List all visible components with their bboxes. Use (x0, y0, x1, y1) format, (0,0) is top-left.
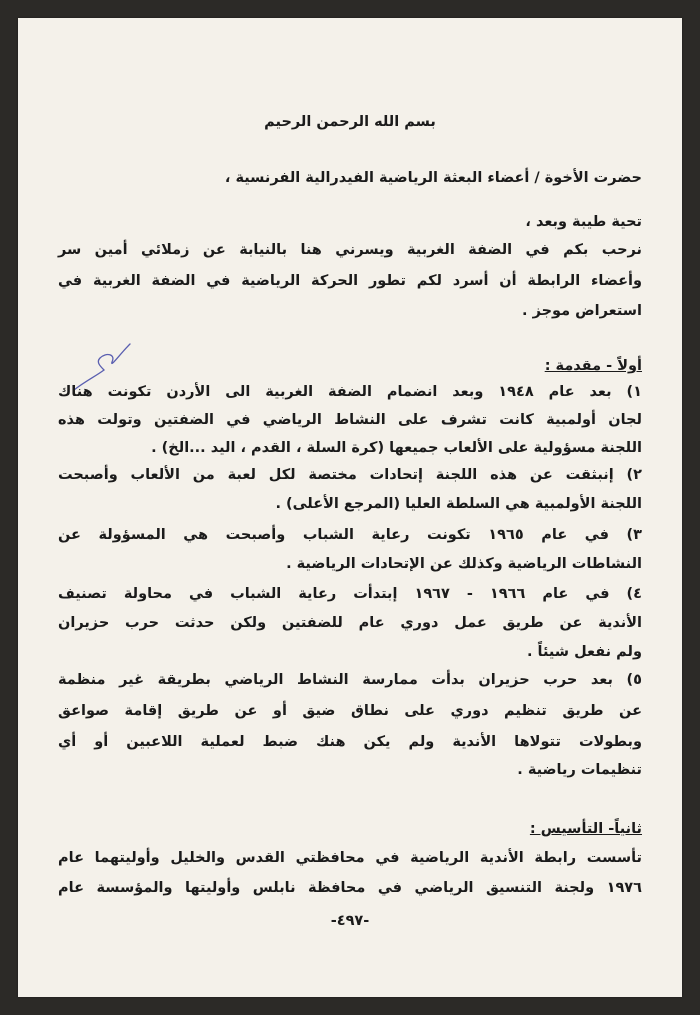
item-line: ولم نفعل شيئاً . (526, 644, 642, 660)
page-number: -٤٩٧- (330, 913, 370, 929)
item-line: النشاطات الرياضية وكذلك عن الإتحادات الرياضية . (286, 556, 642, 572)
intro-line: استعراض موجز . (522, 303, 642, 319)
item-line: ٢) إنبثقت عن هذه اللجنة إتحادات مختصة لكل لعبة من الألعاب وأصبحت (58, 467, 642, 483)
item-line: الأندية عن طريق عمل دوري عام للضفتين ولكن حدثت حرب حزيران (58, 615, 642, 631)
intro-line: نرحب بكم في الضفة الغربية ويسرني هنا بالنيابة عن زملائي أمين سر (58, 242, 642, 258)
document-page (18, 18, 682, 997)
section2-heading: ثانياً- التأسيس : (529, 821, 642, 837)
basmala: بسم الله الرحمن الرحيم (264, 114, 436, 130)
item-line: ٣) في عام ١٩٦٥ تكونت رعاية الشباب وأصبحت هي المسؤولة عن (58, 527, 642, 543)
item-line: وبطولات تتولاها الأندية ولم يكن هنك ضبط لعملية اللاعبين أو أي (58, 734, 642, 750)
section2-line: تأسست رابطة الأندية الرياضية في محافظتي القدس والخليل وأوليتهما عام (58, 850, 642, 866)
item-line: ١) بعد عام ١٩٤٨ وبعد انضمام الضفة الغربية الى الأردن تكونت هناك (58, 384, 642, 400)
item-line: اللجنة الأولمبية هي السلطة العليا (المرجع الأعلى) . (275, 496, 642, 512)
greeting: تحية طيبة وبعد ، (525, 214, 642, 230)
item-line: ٤) في عام ١٩٦٦ - ١٩٦٧ إبتدأت رعاية الشباب في محاولة تصنيف (58, 586, 642, 602)
item-line: عن طريق تنظيم دوري على نطاق ضيق أو عن طريق إقامة صواعق (58, 703, 642, 719)
section1-heading: أولاً - مقدمة : (544, 358, 642, 374)
intro-line: وأعضاء الرابطة أن أسرد لكم تطور الحركة الرياضية في الضفة الغربية في (58, 273, 642, 289)
item-line: ٥) بعد حرب حزيران بدأت ممارسة النشاط الرياضي بطريقة غير منظمة (58, 672, 642, 688)
addressee: حضرت الأخوة / أعضاء البعثة الرياضية الفيدرالية الفرنسية ، (224, 170, 642, 186)
section2-line: ١٩٧٦ ولجنة التنسيق الرياضي في محافظة نابلس وأوليتها والمؤسسة عام (58, 880, 642, 896)
item-line: لجان أولمبية كانت تشرف على النشاط الرياضي في الضفتين وتولت هذه (58, 412, 642, 428)
item-line: تنظيمات رياضية . (517, 762, 642, 778)
item-line: اللجنة مسؤولية على الألعاب جميعها (كرة السلة ، القدم ، اليد ...الخ) . (151, 440, 642, 456)
